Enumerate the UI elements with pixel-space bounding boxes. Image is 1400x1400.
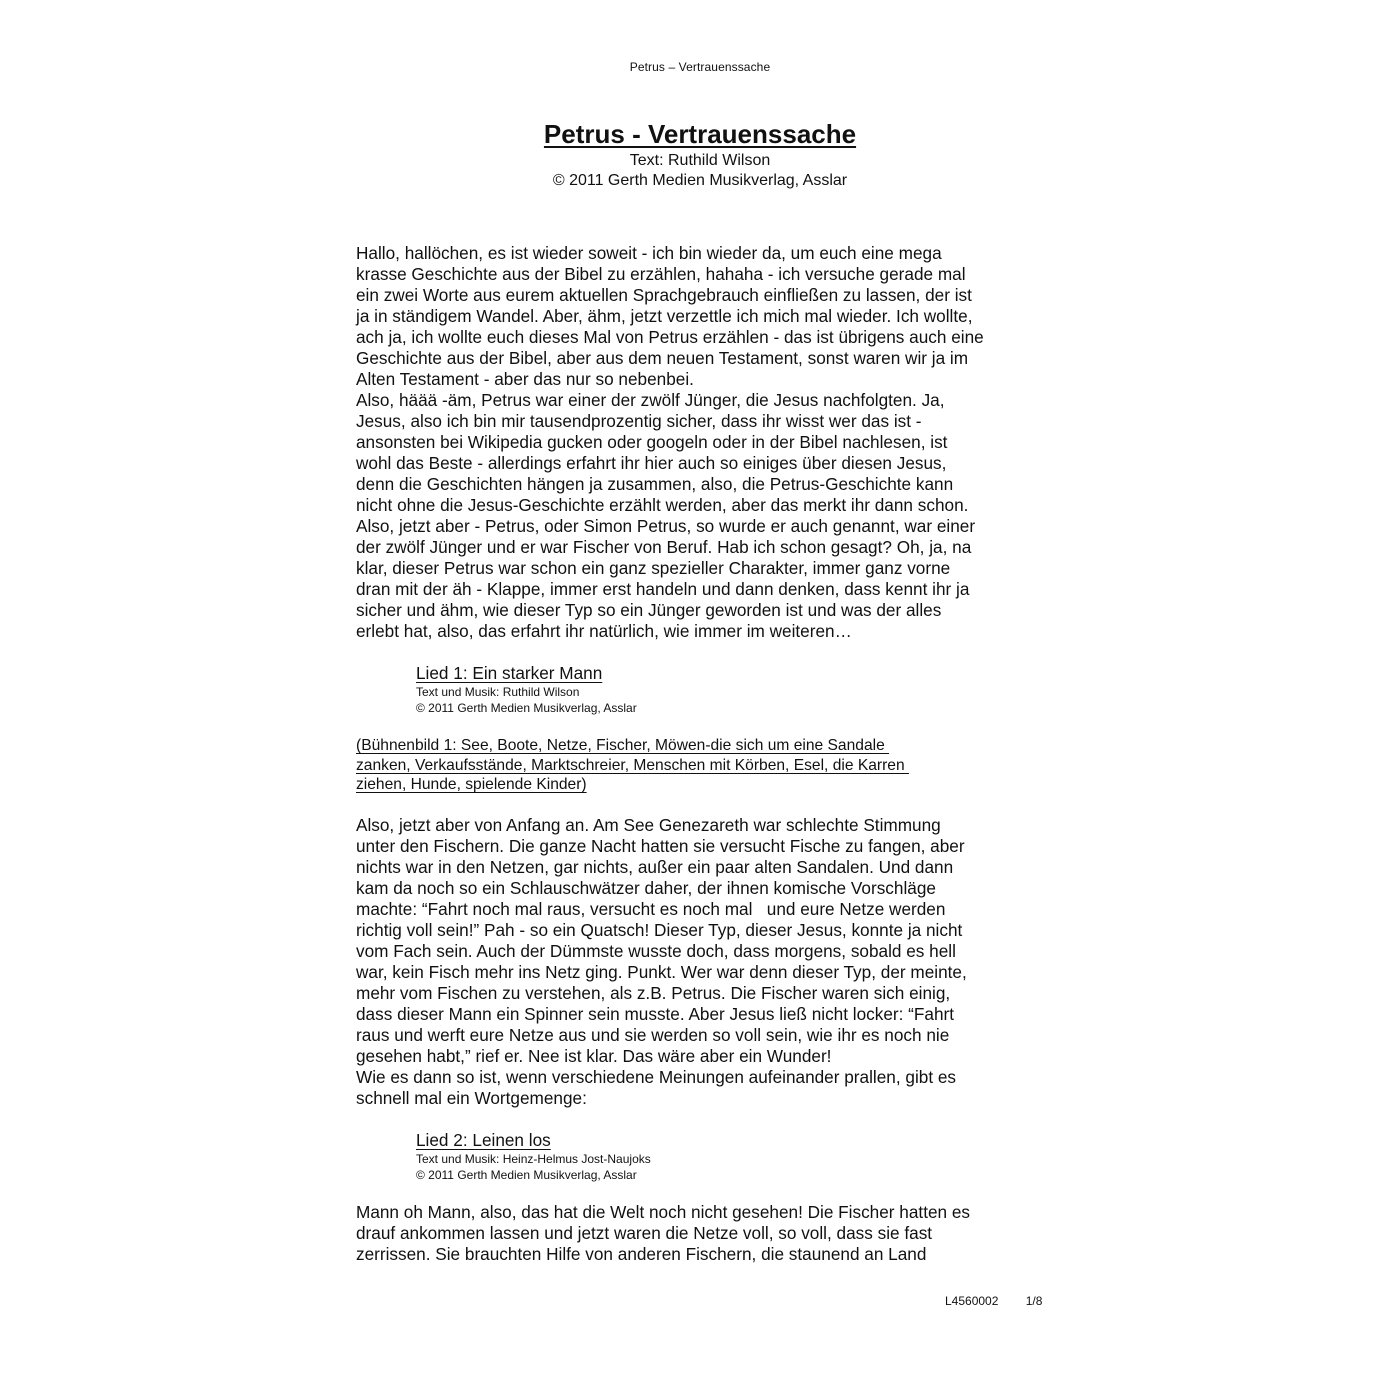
- text-line: Jesus, also ich bin mir tausendprozentig sicher, dass ihr wisst wer das ist -: [356, 411, 922, 431]
- text-line: drauf ankommen lassen und jetzt waren die Netze voll, so voll, dass sie fast: [356, 1223, 933, 1243]
- running-header: Petrus – Vertrauenssache: [629, 60, 771, 74]
- song-copyright: © 2011 Gerth Medien Musikverlag, Asslar: [416, 1168, 637, 1182]
- text-line: Also, häää -äm, Petrus war einer der zwölf Jünger, die Jesus nachfolgten. Ja,: [356, 390, 945, 410]
- stage-direction: [356, 736, 996, 795]
- text-line: der zwölf Jünger und er war Fischer von Beruf. Hab ich schon gesagt? Oh, ja, na: [356, 537, 972, 557]
- text-line: kam da noch so ein Schlauschwätzer daher, der ihnen komische Vorschläge: [356, 878, 936, 898]
- page-number: 1/8: [1025, 1294, 1043, 1308]
- text-line: Geschichte aus der Bibel, aber aus dem neuen Testament, sonst waren wir ja im: [356, 348, 969, 368]
- song-1-block: [416, 662, 1016, 716]
- text-line: war, kein Fisch mehr ins Netz ging. Punkt. Wer war denn dieser Typ, der meinte,: [356, 962, 967, 982]
- text-line: ja in ständigem Wandel. Aber, ähm, jetzt verzettle ich mich mal wieder. Ich wollte,: [356, 306, 973, 326]
- text-line: gesehen habt,” rief er. Nee ist klar. Das wäre aber ein Wunder!: [356, 1046, 832, 1066]
- text-line: Also, jetzt aber von Anfang an. Am See Genezareth war schlechte Stimmung: [356, 815, 941, 835]
- text-line: Wie es dann so ist, wenn verschiedene Meinungen aufeinander prallen, gibt es: [356, 1067, 957, 1087]
- document-id: L4560002: [945, 1294, 999, 1308]
- song-title: Lied 1: Ein starker Mann: [416, 663, 603, 683]
- text-line: Mann oh Mann, also, das hat die Welt noch nicht gesehen! Die Fischer hatten es: [356, 1202, 971, 1222]
- text-line: Also, jetzt aber - Petrus, oder Simon Petrus, so wurde er auch genannt, war einer: [356, 516, 976, 536]
- final-paragraph: [356, 1202, 1046, 1265]
- text-line: richtig voll sein!” Pah - so ein Quatsch! Dieser Typ, dieser Jesus, konnte ja nicht: [356, 920, 963, 940]
- text-line: krasse Geschichte aus der Bibel zu erzählen, hahaha - ich versuche gerade mal: [356, 264, 966, 284]
- text-line: denn die Geschichten hängen ja zusammen, also, die Petrus-Geschichte kann: [356, 474, 954, 494]
- text-line: Hallo, hallöchen, es ist wieder soweit - ich bin wieder da, um euch eine mega: [356, 243, 942, 263]
- song-title: Lied 2: Leinen los: [416, 1130, 551, 1150]
- text-line: machte: “Fahrt noch mal raus, versucht es noch mal und eure Netze werden: [356, 899, 946, 919]
- text-line: vom Fach sein. Auch der Dümmste wusste doch, dass morgens, sobald es hell: [356, 941, 956, 961]
- title-block: [0, 118, 1400, 191]
- text-line: nicht ohne die Jesus-Geschichte erzählt werden, aber das merkt ihr dann schon.: [356, 495, 969, 515]
- copyright-line: © 2011 Gerth Medien Musikverlag, Asslar: [552, 172, 848, 189]
- text-line: zerrissen. Sie brauchten Hilfe von anderen Fischern, die staunend an Land: [356, 1244, 927, 1264]
- text-line: wohl das Beste - allerdings erfahrt ihr hier auch so einiges über diesen Jesus,: [356, 453, 947, 473]
- stage-direction-line: ziehen, Hunde, spielende Kinder): [356, 776, 587, 793]
- text-line: ein zwei Worte aus eurem aktuellen Sprachgebrauch einfließen zu lassen, der ist: [356, 285, 972, 305]
- text-line: dran mit der äh - Klappe, immer erst handeln und dann denken, dass kennt ihr ja: [356, 579, 970, 599]
- text-line: Alten Testament - aber das nur so nebenbei.: [356, 369, 694, 389]
- text-line: dass dieser Mann ein Spinner sein musste. Aber Jesus ließ nicht locker: “Fahrt: [356, 1004, 955, 1024]
- song-credits: Text und Musik: Ruthild Wilson: [416, 685, 580, 699]
- text-line: raus und werft eure Netze aus und sie werden so voll sein, wie ihr es noch nie: [356, 1025, 950, 1045]
- song-copyright: © 2011 Gerth Medien Musikverlag, Asslar: [416, 701, 637, 715]
- scene-paragraph: [356, 815, 1046, 1109]
- text-line: nichts war in den Netzen, gar nichts, außer ein paar alten Sandalen. Und dann: [356, 857, 954, 877]
- text-line: mehr vom Fischen zu verstehen, als z.B. Petrus. Die Fischer waren sich einig,: [356, 983, 951, 1003]
- text-line: erlebt hat, also, das erfahrt ihr natürlich, wie immer im weiteren…: [356, 621, 852, 641]
- page-footer: [945, 1294, 1042, 1308]
- text-line: unter den Fischern. Die ganze Nacht hatten sie versucht Fische zu fangen, aber: [356, 836, 965, 856]
- document-title: Petrus - Vertrauenssache: [543, 119, 857, 149]
- song-2-block: [416, 1129, 1016, 1183]
- author-line: Text: Ruthild Wilson: [629, 152, 771, 169]
- text-line: klar, dieser Petrus war schon ein ganz spezieller Charakter, immer ganz vorne: [356, 558, 951, 578]
- text-line: ach ja, ich wollte euch dieses Mal von Petrus erzählen - das ist übrigens auch eine: [356, 327, 984, 347]
- stage-direction-line: zanken, Verkaufsstände, Marktschreier, Menschen mit Körben, Esel, die Karren: [356, 756, 909, 774]
- text-line: ansonsten bei Wikipedia gucken oder googeln oder in der Bibel nachlesen, ist: [356, 432, 948, 452]
- intro-paragraph: [356, 243, 1046, 642]
- song-credits: Text und Musik: Heinz-Helmus Jost-Naujoks: [416, 1152, 651, 1166]
- text-line: schnell mal ein Wortgemenge:: [356, 1088, 587, 1108]
- text-line: sicher und ähm, wie dieser Typ so ein Jünger geworden ist und was der alles: [356, 600, 942, 620]
- stage-direction-line: (Bühnenbild 1: See, Boote, Netze, Fischer, Möwen-die sich um eine Sandale: [356, 737, 890, 754]
